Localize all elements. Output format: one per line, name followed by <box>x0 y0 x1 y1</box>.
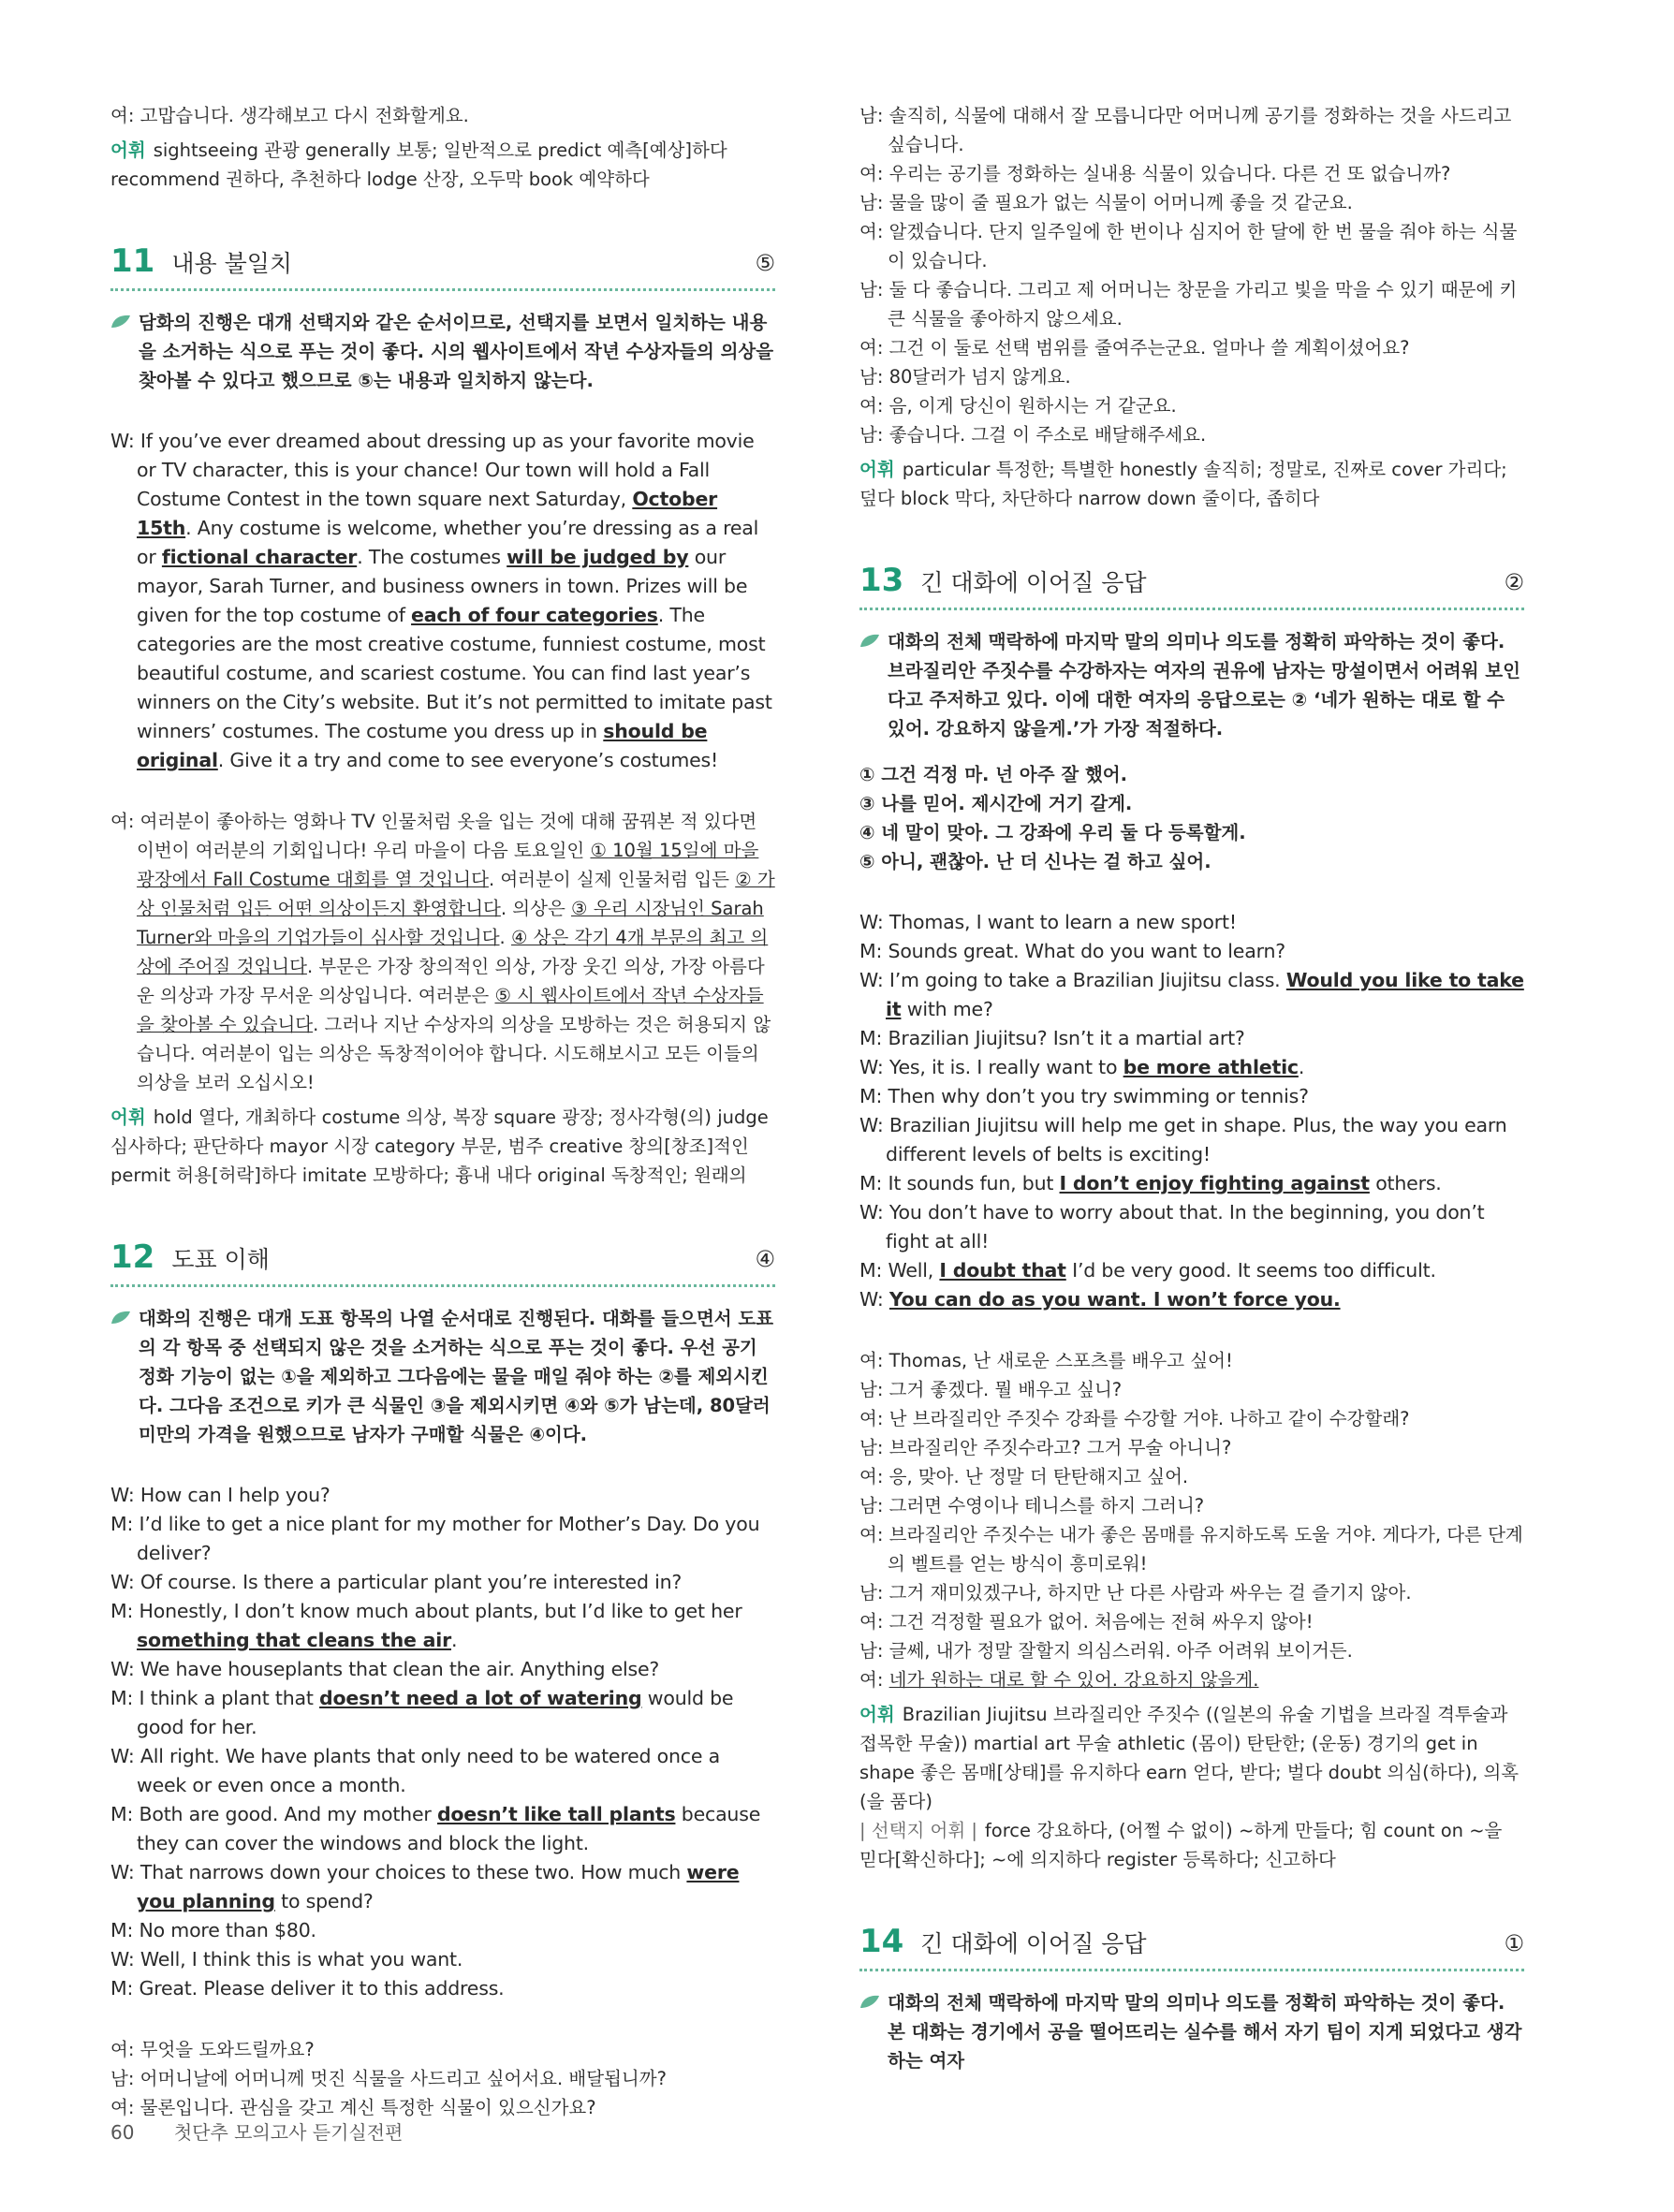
dialogue-line: M: I’d like to get a nice plant for my mother for Mother’s Day. Do you deliver? <box>110 1513 760 1564</box>
dialogue-line: M: Honestly, I don’t know much about plants, but I’d like to get her something that cleans the air. <box>110 1600 742 1651</box>
dialogue-line: 남: 둘 다 좋습니다. 그리고 제 어머니는 창문을 가리고 빛을 막을 수 있기 때문에 키 큰 식물을 좋아하지 않으세요. <box>859 279 1518 330</box>
dialogue-line: W: That narrows down your choices to these two. How much were you planning to spend? <box>110 1861 740 1912</box>
dialogue-line: 남: 솔직히, 식물에 대해서 잘 모릅니다만 어머니께 공기를 정화하는 것을 사드리고 싶습니다. <box>859 105 1512 155</box>
explanation-text: 대화의 전체 맥락하에 마지막 말의 의미나 의도를 정확히 파악하는 것이 좋다. 브라질리안 주짓수를 수강하자는 여자의 권유에 남자는 망설이면서 어려워 보인다고 주저하고 있다. 이에 대한 여자의 응답으로는 ② ‘네가 원하는 대로 할 수 있어. 강요하지 않을게.’가 가장 적절하다. <box>888 631 1520 740</box>
vocab-text: sightseeing 관광 generally 보통; 일반적으로 predict 예측[예상]하다 <box>153 139 727 161</box>
dialogue-line: 여: 네가 원하는 대로 할 수 있어. 강요하지 않을게. <box>859 1669 1259 1691</box>
dialogue-line: 남: 어머니날에 어머니께 멋진 식물을 사드리고 싶어서요. 배달됩니까? <box>110 2068 667 2089</box>
dialogue-line: M: I think a plant that doesn’t need a lot of watering would be good for her. <box>110 1687 734 1738</box>
dialogue-line: 남: 그거 좋겠다. 뭘 배우고 싶니? <box>859 1379 1123 1400</box>
dialogue-line: W: How can I help you? <box>110 1484 330 1506</box>
explanation <box>110 308 775 395</box>
closing-line: 여: 고맙습니다. 생각해보고 다시 전화할게요. <box>110 105 469 126</box>
dialogue-line: 여: Thomas, 난 새로운 스포츠를 배우고 싶어! <box>859 1350 1233 1371</box>
explanation-text: 대화의 진행은 대개 도표 항목의 나열 순서대로 진행된다. 대화를 들으면서 도표의 각 항목 중 선택되지 않은 것을 소거하는 식으로 푸는 것이 좋다. 우선 공기 정화 기능이 없는 ①을 제외하고 그다음에는 물을 매일 줘야 하는 ②를 제외시킨다. 그다음 조건으로 키가 큰 식물인 ③을 제외시키면 ④와 ⑤가 남는데, 80달러 미만의 가격을 원했으므로 남자가 구매할 식물은 ④이다. <box>139 1308 774 1445</box>
dialogue-line: W: Of course. Is there a particular plant you’re interested in? <box>110 1571 683 1593</box>
vocab-block: 어휘 particular 특정한; 특별한 honestly 솔직히; 정말로, 진짜로 cover 가리다; 덮다 block 막다, 차단하다 narrow down 줄이다, 좁히다 <box>859 459 1507 509</box>
dialogue-line: M: Great. Please deliver it to this address. <box>110 1977 505 2000</box>
dialogue-line: W: I’m going to take a Brazilian Jiujitsu class. Would you like to take it with me? <box>859 969 1524 1020</box>
explanation <box>859 1988 1524 2075</box>
option-item: ① 그건 걱정 마. 넌 아주 잘 했어. <box>859 764 1128 785</box>
leaf-icon <box>110 1310 131 1325</box>
dialogue-line: 여: 무엇을 도와드릴까요? <box>110 2039 315 2060</box>
option-item: ④ 네 말이 맞아. 그 강좌에 우리 둘 다 등록할게. <box>859 822 1246 843</box>
dialogue-line: 남: 80달러가 넘지 않게요. <box>859 366 1071 388</box>
dialogue-line: W: Brazilian Jiujitsu will help me get in shape. Plus, the way you earn different levels of belts is exciting! <box>859 1114 1507 1165</box>
dialogue-line: M: Well, I doubt that I’d be very good. It seems too difficult. <box>859 1259 1436 1282</box>
section-header-14 <box>859 1923 1524 1971</box>
section-title: 내용 불일치 <box>171 250 293 277</box>
page-number: 60 <box>110 2121 135 2144</box>
leaf-icon <box>859 1994 880 2009</box>
section-header-12 <box>110 1238 775 1287</box>
vocab-label: 어휘 <box>110 139 146 161</box>
dialogue-line: M: Then why don’t you try swimming or tennis? <box>859 1085 1309 1107</box>
option-item: ⑤ 아니, 괜찮아. 난 더 신나는 걸 하고 싶어. <box>859 851 1211 872</box>
dialogue-line: M: No more than $80. <box>110 1919 316 1941</box>
vocab-block: 어휘 hold 열다, 개최하다 costume 의상, 복장 square 광장; 정사각형(의) judge 심사하다; 판단하다 mayor 시장 category 부문, 범주 creative 창의[창조]적인 permit 허용[허락]하다 imitate 모방하다; 흉내 내다 original 독창적인; 원래의 <box>110 1106 769 1186</box>
left-column <box>110 101 775 2122</box>
explanation-text: 대화의 전체 맥락하에 마지막 말의 의미나 의도를 정확히 파악하는 것이 좋다. 본 대화는 경기에서 공을 떨어뜨리는 실수를 해서 자기 팀이 지게 되었다고 생각하는 여자 <box>888 1992 1522 2072</box>
dialogue-line: 여: 응, 맞아. 난 정말 더 탄탄해지고 싶어. <box>859 1466 1189 1487</box>
dialogue-line: 남: 글쎄, 내가 정말 잘할지 의심스러워. 아주 어려워 보이거든. <box>859 1640 1353 1662</box>
script-english <box>859 908 1524 1314</box>
dialogue-line: M: It sounds fun, but I don’t enjoy fighting against others. <box>859 1172 1442 1194</box>
section-header-11 <box>110 242 775 291</box>
dialogue-line: 여: 물론입니다. 관심을 갖고 계신 특정한 식물이 있으신가요? <box>110 2097 596 2118</box>
script-korean <box>110 2035 775 2122</box>
dialogue-line: 남: 브라질리안 주짓수라고? 그거 무술 아니니? <box>859 1437 1232 1458</box>
page-footer <box>110 2117 403 2145</box>
vocab-block <box>110 136 775 194</box>
dialogue-line: M: Sounds great. What do you want to learn? <box>859 940 1285 962</box>
section-title: 긴 대화에 이어질 응답 <box>920 1930 1147 1957</box>
section-title: 긴 대화에 이어질 응답 <box>920 569 1147 596</box>
section-number: 13 <box>859 562 904 599</box>
script-english <box>110 1481 775 2003</box>
script-korean <box>859 101 1524 449</box>
dialogue-line: 남: 좋습니다. 그걸 이 주소로 배달해주세요. <box>859 424 1207 446</box>
dialogue-line: 여: 그건 걱정할 필요가 없어. 처음에는 전혀 싸우지 않아! <box>859 1611 1314 1633</box>
explanation-text: 담화의 진행은 대개 선택지와 같은 순서이므로, 선택지를 보면서 일치하는 내용을 소거하는 식으로 푸는 것이 좋다. 시의 웹사이트에서 작년 수상자들의 의상을 찾아볼 수 있다고 했으므로 ⑤는 내용과 일치하지 않는다. <box>139 312 774 391</box>
book-title: 첫단추 모의고사 듣기실전편 <box>173 2121 404 2144</box>
answer-mark: ⑤ <box>755 249 775 276</box>
vocab-block: 어휘 Brazilian Jiujitsu 브라질리안 주짓수 ((일본의 유술 기법을 브라질 격투술과 접목한 무술)) martial art 무술 athletic (몸이) 탄탄한; (운동) 경기의 get in shape 좋은 몸매[상태]를 유지하다 earn 얻다, 받다; 벌다 doubt 의심(하다), 의혹(을 품다) <box>859 1704 1520 1812</box>
dialogue-line: 여: 알겠습니다. 단지 일주일에 한 번이나 심지어 한 달에 한 번 물을 줘야 하는 식물이 있습니다. <box>859 221 1518 271</box>
answer-mark: ② <box>1504 568 1524 595</box>
section-header-13 <box>859 562 1524 610</box>
dialogue-line: W: All right. We have plants that only need to be watered once a week or even once a month. <box>110 1745 720 1796</box>
option-item: ③ 나를 믿어. 제시간에 거기 갈게. <box>859 793 1133 814</box>
vocab-text: recommend 권하다, 추천하다 lodge 산장, 오두막 book 예약하다 <box>110 168 650 190</box>
script-korean: 여: 여러분이 좋아하는 영화나 TV 인물처럼 옷을 입는 것에 대해 꿈꿔본 적 있다면 이번이 여러분의 기회입니다! 우리 마을이 다음 토요일인 ① 10월 15일에 마을 광장에서 Fall Costume 대회를 열 것입니다. 여러분이 실제 인물처럼 입든 ② 가상 인물처럼 입든 어떤 의상이든지 환영합니다. 의상은 ③ 우리 시장님인 Sarah Turner와 마을의 기업가들이 심사할 것입니다. ④ 상은 각기 4개 부문의 최고 의상에 주어질 것입니다. 부문은 가장 창의적인 의상, 가장 웃긴 의상, 가장 아름다운 의상과 가장 무서운 의상입니다. 여러분은 ⑤ 시 웹사이트에서 작년 수상자들을 찾아볼 수 있습니다. 그러나 지난 수상자의 의상을 모방하는 것은 허용되지 않습니다. 여러분이 입는 의상은 독창적이어야 합니다. 시도해보시고 모든 이들의 의상을 보러 오십시오! <box>110 811 775 1093</box>
explanation <box>859 627 1524 743</box>
dialogue-line: 남: 그러면 수영이나 테니스를 하지 그러니? <box>859 1495 1205 1516</box>
dialogue-line: M: Brazilian Jiujitsu? Isn’t it a martial art? <box>859 1027 1245 1049</box>
section-number: 12 <box>110 1238 155 1276</box>
dialogue-line: W: Yes, it is. I really want to be more athletic. <box>859 1056 1305 1078</box>
dialogue-line: W: You don’t have to worry about that. In the beginning, you don’t fight at all! <box>859 1201 1485 1252</box>
dialogue-line: 남: 물을 많이 줄 필요가 없는 식물이 어머니께 좋을 것 같군요. <box>859 192 1353 213</box>
dialogue-line: 남: 그거 재미있겠구나, 하지만 난 다른 사람과 싸우는 걸 즐기지 않아. <box>859 1582 1412 1604</box>
dialogue-line: W: We have houseplants that clean the air. Anything else? <box>110 1658 660 1680</box>
section-number: 11 <box>110 242 155 280</box>
dialogue-line: W: You can do as you want. I won’t force you. <box>859 1288 1341 1311</box>
script-korean <box>859 1346 1524 1694</box>
vocab-block: | 선택지 어휘 | force 강요하다, (어쩔 수 없이) ~하게 만들다; 힘 count on ~을 믿다[확신하다]; ~에 의지하다 register 등록하다; 신고하다 <box>859 1820 1503 1870</box>
dialogue-line: W: Well, I think this is what you want. <box>110 1948 463 1970</box>
dialogue-line: 여: 브라질리안 주짓수는 내가 좋은 몸매를 유지하도록 도울 거야. 게다가, 다른 단계의 벨트를 얻는 방식이 흥미로워! <box>859 1524 1523 1575</box>
answer-mark: ④ <box>755 1245 775 1272</box>
dialogue-line: 여: 난 브라질리안 주짓수 강좌를 수강할 거야. 나하고 같이 수강할래? <box>859 1408 1410 1429</box>
answer-mark: ① <box>1504 1929 1524 1956</box>
leaf-icon <box>859 633 880 648</box>
dialogue-line: W: Thomas, I want to learn a new sport! <box>859 911 1237 933</box>
dialogue-line: 여: 우리는 공기를 정화하는 실내용 식물이 있습니다. 다른 건 또 없습니까? <box>859 163 1451 184</box>
explanation <box>110 1304 775 1449</box>
dialogue-line: 여: 음, 이게 당신이 원하시는 거 같군요. <box>859 395 1177 417</box>
right-column <box>859 101 1524 2075</box>
section-title: 도표 이해 <box>171 1246 270 1273</box>
dialogue-line: 여: 그건 이 둘로 선택 범위를 줄여주는군요. 얼마나 쓸 계획이셨어요? <box>859 337 1410 359</box>
option-list <box>859 760 1524 876</box>
section-number: 14 <box>859 1923 904 1960</box>
dialogue-line: M: Both are good. And my mother doesn’t like tall plants because they can cover the windows and block the light. <box>110 1803 761 1854</box>
leaf-icon <box>110 314 131 329</box>
script-english: W: If you’ve ever dreamed about dressing up as your favorite movie or TV character, this is your chance! Our town will hold a Fall Costume Contest in the town square next Saturday, October 15th. Any costume is welcome, whether you’re dressing as a real or fictional character. The costumes will be judged by our mayor, Sarah Turner, and business owners in town. Prizes will be given for the top costume of each of four categories. The categories are the most creative costume, funniest costume, most beautiful costume, and scariest costume. You can find last year’s winners on the City’s website. But it’s not permitted to imitate past winners’ costumes. The costume you dress up in should be original. Give it a try and come to see everyone’s costumes! <box>110 430 772 771</box>
